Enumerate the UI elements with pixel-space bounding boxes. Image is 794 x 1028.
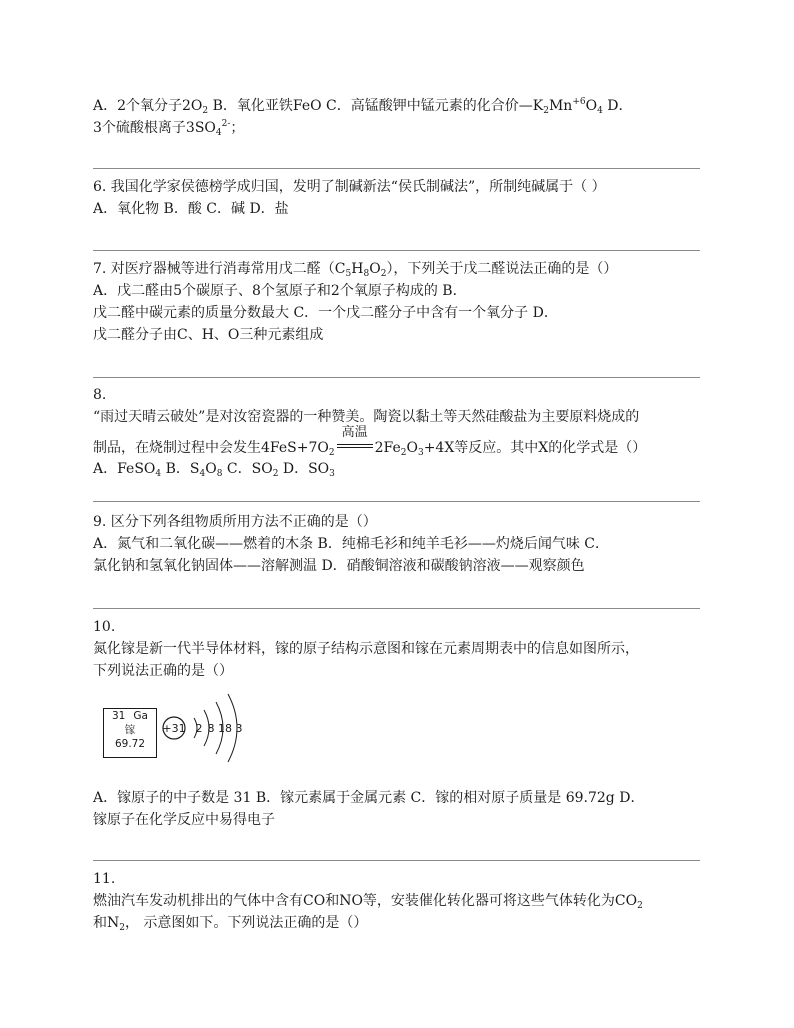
subscript: 5 — [345, 269, 352, 279]
q8-options — [93, 458, 705, 480]
subscript: 2 — [543, 106, 549, 116]
divider — [93, 168, 700, 169]
reaction-condition: 高温 — [341, 425, 368, 440]
subscript: 2 — [380, 269, 387, 279]
superscript: +6 — [572, 97, 586, 107]
question-6 — [93, 176, 705, 220]
subscript: 2 — [637, 901, 643, 911]
q11-stem-line-1 — [93, 890, 705, 912]
subscript: 8 — [216, 469, 223, 479]
question-8 — [93, 384, 705, 480]
q8-text: 制品，在烧制过程中会发生4FeS+7O — [93, 440, 329, 456]
shell-electron-count: 8 — [207, 722, 215, 735]
divider — [93, 250, 700, 251]
subscript: 4 — [215, 128, 222, 138]
q8-text: 2Fe — [374, 440, 401, 456]
subscript: 8 — [363, 269, 370, 279]
subscript: 4 — [155, 469, 162, 479]
q5-text: A．2个氧分子2O — [93, 98, 203, 114]
question-7 — [93, 258, 705, 346]
q8-text: O — [205, 461, 217, 477]
subscript: 2 — [202, 106, 209, 116]
q8-stem-line-2 — [93, 425, 705, 458]
q5-option-line-2 — [93, 117, 705, 139]
q8-number: 8. — [93, 387, 107, 403]
atomic-number: 31 — [112, 710, 126, 722]
q8-stem-line-1: “雨过天晴云破处”是对汝窑瓷器的一种赞美。陶瓷以黏土等天然硅酸盐为主要原料烧成的 — [93, 409, 640, 425]
nucleus-charge: +31 — [162, 722, 186, 735]
q9-options-line-2: 氯化钠和氢氧化钠固体——溶解测温 D．硝酸铜溶液和碳酸钠溶液——观察颜色 — [93, 558, 585, 574]
question-11 — [93, 868, 705, 934]
q5-text: D． — [602, 98, 633, 114]
q11-text: 和N — [93, 915, 120, 931]
q10-options — [93, 787, 705, 831]
q6-stem: 6. 我国化学家侯德榜学成归国，发明了制碱新法“侯氏制碱法”，所制纯碱属于（ ） — [93, 179, 606, 195]
q8-text: A．FeSO — [93, 461, 156, 477]
atomic-structure-diagram — [160, 690, 260, 766]
q8-text: C．SO — [222, 461, 273, 477]
q8-text: B．S — [161, 461, 200, 477]
q5-text: O — [585, 98, 598, 114]
superscript: 2- — [221, 119, 231, 129]
q5-text: Mn — [548, 98, 573, 114]
subscript: 2 — [328, 448, 335, 458]
element-symbol: Ga — [133, 710, 148, 722]
subscript: 2 — [400, 448, 407, 458]
shell-electron-count: 18 — [218, 722, 232, 735]
q7-options-line-3: 戊二醛分子由C、H、O三种元素组成 — [93, 327, 324, 343]
q6-options: A．氧化物 B．酸 C．碱 D．盐 — [93, 201, 289, 217]
q10-stem-line-2: 下列说法正确的是（） — [93, 663, 233, 679]
q7-options-line-1: A．戊二醛由5个碳原子、8个氢原子和2个氧原子构成的 B． — [93, 283, 467, 299]
q10-options-line-2: 镓原子在化学反应中易得电子 — [93, 812, 275, 828]
q7-text: ），下列关于戊二醛说法正确的是（） — [386, 261, 618, 277]
q9-options-line-1: A．氮气和二氧化碳——燃着的木条 B．纯棉毛衫和纯羊毛衫——灼烧后闻气味 C． — [93, 536, 610, 552]
q5-text: 3个硫酸根离子3SO — [93, 120, 216, 136]
q8-text: +4X等反应。其中X的化学式是（） — [423, 440, 647, 456]
q11-number: 11. — [93, 871, 116, 887]
q11-text: ， 示意图如下。下列说法正确的是（） — [124, 915, 368, 931]
subscript: 3 — [417, 448, 424, 458]
q8-text: O — [406, 440, 418, 456]
q8-text: D．SO — [278, 461, 330, 477]
q7-options-line-2: 戊二醛中碳元素的质量分数最大 C．一个戊二醛分子中含有一个氧分子 D． — [93, 305, 558, 321]
q7-text: O — [369, 261, 381, 277]
divider — [93, 377, 700, 378]
q10-stem-line-1: 氮化镓是新一代半导体材料，镓的原子结构示意图和镓在元素周期表中的信息如图所示， — [93, 641, 639, 657]
subscript: 4 — [199, 469, 206, 479]
question-10 — [93, 616, 705, 682]
element-name: 镓 — [124, 724, 136, 736]
subscript: 2 — [272, 469, 279, 479]
atomic-mass: 69.72 — [114, 738, 146, 750]
q11-text: 燃油汽车发动机排出的气体中含有CO和NO等，安装催化转化器可将这些气体转化为CO — [93, 893, 638, 909]
divider — [93, 860, 700, 861]
q10-options-line-1: A．镓原子的中子数是 31 B．镓元素属于金属元素 C．镓的相对原子质量是 69.72g D． — [93, 790, 645, 806]
subscript: 2 — [119, 923, 125, 933]
reaction-condition-arrow — [335, 425, 375, 454]
divider — [93, 608, 700, 609]
q7-text: H — [351, 261, 364, 277]
shell-electron-count: 2 — [195, 722, 203, 735]
q5-text: ； — [230, 120, 245, 136]
q7-text: 7. 对医疗器械等进行消毒常用戊二醛（C — [93, 261, 346, 277]
periodic-table-cell-gallium — [103, 708, 157, 758]
subscript: 4 — [597, 106, 603, 116]
question-9 — [93, 511, 705, 577]
shell-electron-count: 3 — [235, 722, 243, 735]
divider — [93, 501, 700, 502]
q11-stem-line-2 — [93, 912, 705, 934]
q5-text: B．氧化亚铁FeO C．高锰酸钾中锰元素的化合价—K — [208, 98, 544, 114]
q9-stem: 9. 区分下列各组物质所用方法不正确的是（） — [93, 514, 377, 530]
q5-option-line-1 — [93, 95, 705, 117]
q10-number: 10. — [93, 619, 116, 635]
q7-stem — [93, 258, 705, 280]
question-5 — [93, 95, 705, 139]
subscript: 3 — [329, 469, 335, 479]
